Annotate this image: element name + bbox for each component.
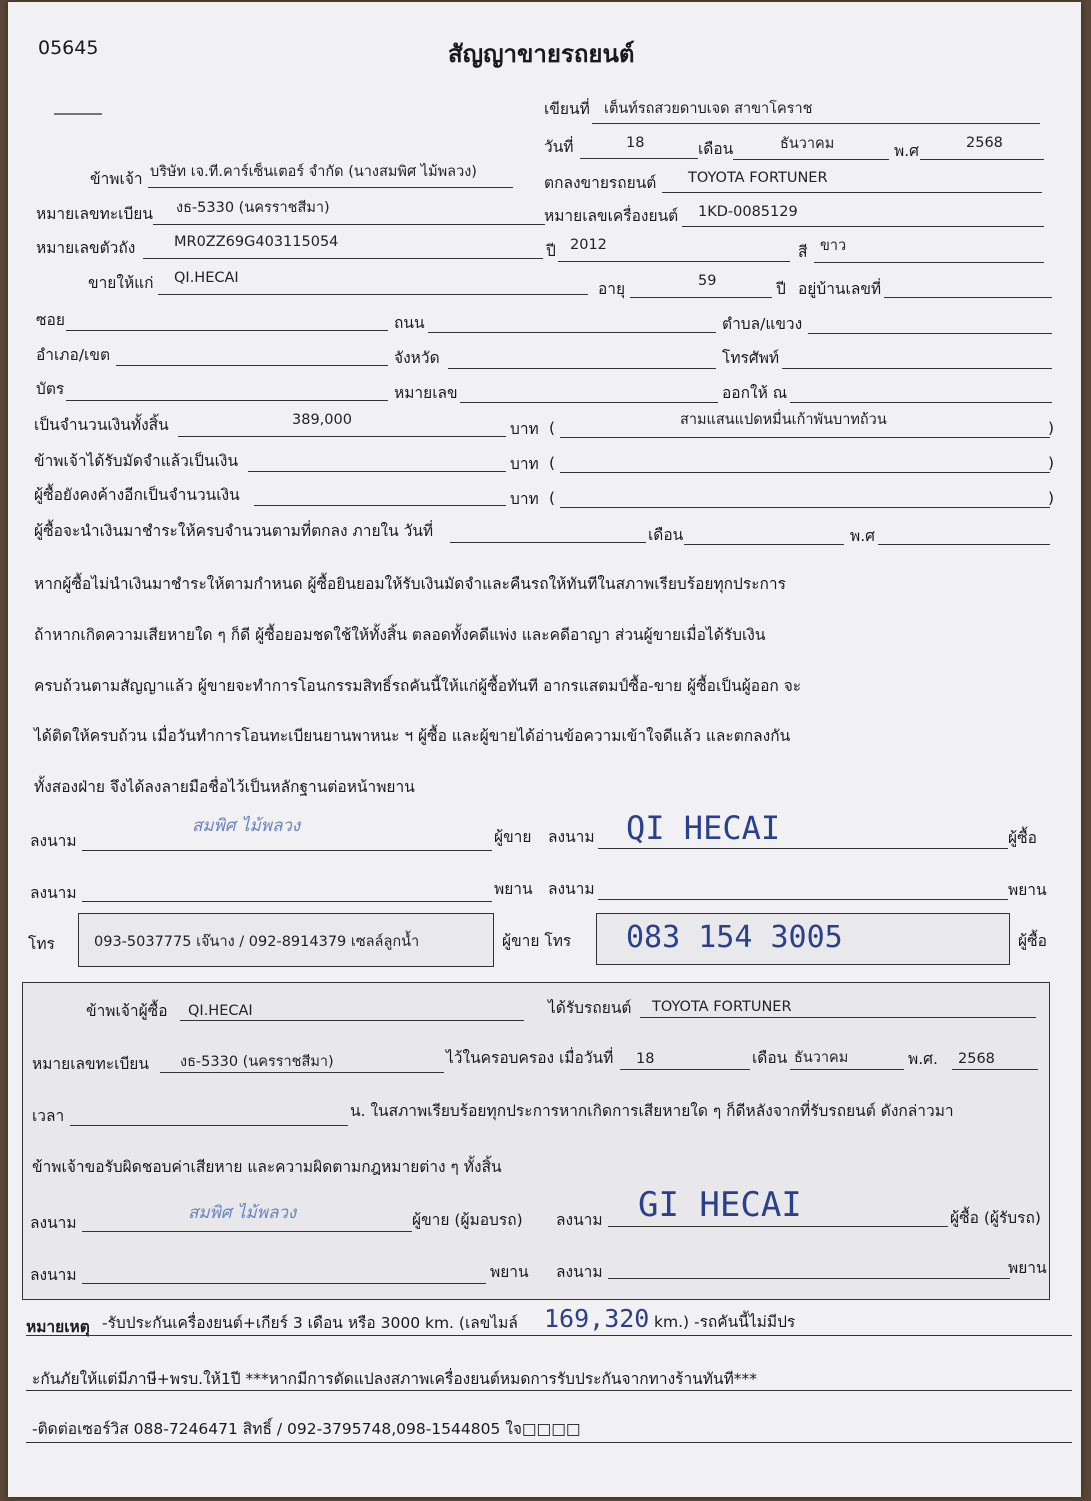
remaining-label: ผู้ซื้อยังคงค้างอีกเป็นจำนวนเงิน <box>34 486 240 504</box>
deposit-baht-label: บาท <box>510 455 539 473</box>
receipt-buyer-sign-label: ลงนาม <box>556 1211 603 1229</box>
month-label: เดือน <box>698 140 734 158</box>
car-year-value: 2012 <box>570 237 607 253</box>
witness-sign-label: ลงนาม <box>30 884 77 902</box>
seller-phones: 093-5037775 เจ๊นาง / 092-8914379 เซลล์ลูกน้ำ <box>94 934 420 950</box>
plate-label: หมายเลขทะเบียน <box>36 205 153 223</box>
buyer-role: ผู้ซื้อ <box>1008 829 1037 847</box>
witness-role: พยาน <box>1008 881 1047 899</box>
seller-role: ผู้ขาย <box>494 828 532 846</box>
plate-value: งธ-5330 (นครราชสีมา) <box>176 200 330 216</box>
date-year: 2568 <box>966 135 1003 151</box>
receipt-buyer-label: ข้าพเจ้าผู้ซื้อ <box>86 1002 168 1020</box>
receipt-month-label: เดือน <box>752 1049 788 1067</box>
due-label: ผู้ซื้อจะนำเงินมาชำระให้ครบจำนวนตามที่ตกลง ภายใน วันที่ <box>34 522 434 540</box>
engine-label: หมายเลขเครื่องยนต์ <box>544 207 679 225</box>
witness-role: พยาน <box>494 880 533 898</box>
receipt-buyer-role: ผู้ซื้อ (ผู้รับรถ) <box>950 1209 1041 1227</box>
seller-signature: สมพิศ ไม้พลวง <box>192 816 301 836</box>
receipt-plate-label: หมายเลขทะเบียน <box>32 1055 149 1073</box>
due-month-label: เดือน <box>648 526 684 544</box>
receipt-seller-signature: สมพิศ ไม้พลวง <box>188 1203 297 1223</box>
house-no-label: อยู่บ้านเลขที่ <box>798 280 882 298</box>
seller-sign-label: ลงนาม <box>30 832 77 850</box>
total-baht-label: บาท <box>510 420 539 438</box>
notes-line2: ะกันภัยให้แต่มีภาษี+พรบ.ให้1ปี ***หากมีการดัดแปลงสภาพเครื่องยนต์หมดการรับประกันจากทางร้านทันที*** <box>32 1370 758 1388</box>
received-car-label: ได้รับรถยนต์ <box>548 999 632 1017</box>
receipt-seller-sign-label: ลงนาม <box>30 1214 77 1232</box>
car-model: TOYOTA FORTUNER <box>688 170 828 186</box>
terms-line: ครบถ้วนตามสัญญาแล้ว ผู้ขายจะทำการโอนกรรมสิทธิ์รถคันนี้ให้แก่ผู้ซื้อทันที อากรแสตมป์ซื้อ-ขาย ผู้ซื้อเป็นผู้ออก จะ <box>34 677 802 695</box>
receipt-month: ธันวาคม <box>794 1050 849 1066</box>
receipt-seller-role: ผู้ขาย (ผู้มอบรถ) <box>412 1211 523 1229</box>
receipt-witness-role: พยาน <box>490 1263 529 1281</box>
notes-label: หมายเหตุ <box>26 1318 90 1336</box>
phone-row-label: โทร <box>28 935 55 953</box>
receipt-year: 2568 <box>958 1051 995 1067</box>
seller-name: บริษัท เจ.ที.คาร์เซ็นเตอร์ จำกัด (นางสมพิศ ไม้พลวง) <box>150 164 477 180</box>
receipt-section <box>22 982 1050 1300</box>
receipt-day: 18 <box>636 1051 655 1067</box>
date-day: 18 <box>626 135 645 151</box>
age-unit: ปี <box>776 280 786 298</box>
province-label: จังหวัด <box>394 349 440 367</box>
soi-label: ซอย <box>36 311 65 329</box>
contract-paper: 05645 สัญญาขายรถยนต์ เขียนที่ เต็นท์รถสวยดาบเจด สาขาโคราช วันที่ 18 เดือน ธันวาคม พ.ศ 2568 ข้าพเจ้า บริษัท เจ.ที.คาร์เซ็นเตอร์ จำกัด (นางสมพิศ ไม้พลวง) ตกลงขายรถยนต์ TOYOTA FORTUNER หมายเลขทะเบียน งธ-5330 (นครราชสีมา) หมายเลขเครื่องยนต์ 1KD-0085129 หมายเลขตัวถัง MR0ZZ69G403115054 ปี 2012 สี ขาว ขายให้แก่ QI.HECAI อายุ 59 ปี อยู่บ้านเลขที่ ซอย ถนน ตำบล/แขวง อำเภอ/เขต จังหวัด โทรศัพท์ บัตร หมายเลข ออกให้ ณ เป็นจำนวนเงินทั้งสิ้น 389,000 บาท ( สามแสนแปดหมื่นเก้าพันบาทถ้วน ) ข้าพเจ้าได้รับมัดจำแล้วเป็นเงิน บาท ( ) ผู้ซื้อยังคงค้างอีกเป็นจำนวนเงิน บาท ( ) ผู้ซื้อจะนำเงินมาชำระให้ครบจำนวนตามที่ตกลง ภายใน วันที่ เดือน พ.ศ หากผู้ซื้อไม่นำเงินมาชำระให้ตามกำหนด ผู้ซื้อยินยอมให้รับเงินมัดจำและคืนรถให้ทันทีในสภาพเรียบร้อยทุกประการ ถ้าหากเกิดความเสียหายใด ๆ ก็ดี ผู้ซื้อยอมชดใช้ให้ทั้งสิ้น ตลอดทั้งคดีแพ่ง และคดีอาญา ส่วนผู้ขายเมื่อได้รับเงิน ครบถ้วนตามสัญญาแล้ว ผู้ขายจะทำการโอนกรรมสิทธิ์รถคันนี้ให้แก่ผู้ซื้อทันที อากรแสตมป์ซื้อ-ขาย ผู้ซื้อเป็นผู้ออก จะ ได้ติดให้ครบถ้วน เมื่อวันทำการโอนทะเบียนยานพาหนะ ฯ ผู้ซื้อ และผู้ขายได้อ่านข้อความเข้าใจดีแล้ว และตกลงกัน ทั้งสองฝ่าย จึงได้ลงลายมือชื่อไว้เป็นหลักฐานต่อหน้าพยาน ลงนาม สมพิศ ไม้พลวง ผู้ขาย ลงนาม QI HECAI ผู้ซื้อ ลงนาม พยาน ลงนาม พยาน โทร 093-5037775 เจ๊นาง / 092-8914379 เซลล์ลูกน้ำ ผู้ขาย โทร 083 154 3005 ผู้ซื้อ ข้าพเจ้าผู้ซื้อ QI.HECAI ได้รับรถยนต์ TOYOTA FORTUNER หมายเลขทะเบียน งธ-5330 (นครราชสีมา) ไว้ในครอบครอง เมื่อวันที่ 18 เดือน ธันวาคม พ.ศ. 2568 เวลา น. ในสภาพเรียบร้อยทุกประการหากเกิดการเสียหายใด ๆ ก็ดีหลังจากที่รับรถยนต์ ดังกล่าวมา ข้าพเจ้าขอรับผิดชอบค่าเสียหาย และความผิดตามกฎหมายต่าง ๆ ทั้งสิ้น ลงนาม สมพิศ ไม้พลวง ผู้ขาย (ผู้มอบรถ) ลงนาม GI HECAI ผู้ซื้อ (ผู้รับรถ) ลงนาม พยาน ลงนาม พยาน หมายเหตุ -รับประกันเครื่องยนต์+เกียร์ 3 เดือน หรือ 3000 km. (เลขไมล์ 169,320 km.) -รถคันนี้ไม่มีปร ะกันภัยให้แต่มีภาษี+พรบ.ให้1ปี ***หากมีการดัดแปลงสภาพเครื่องยนต์หมดการรับประกันจากทางร้านทันที*** -ติดต่อเซอร์วิส 088-7246471 สิทธิ์ / 092-3795748,098-1544805 ใจ□□□□ <box>8 2 1081 1497</box>
notes-line3: -ติดต่อเซอร์วิส 088-7246471 สิทธิ์ / 092-3795748,098-1544805 ใจ□□□□ <box>32 1420 581 1438</box>
card-label: บัตร <box>36 380 65 398</box>
total-words: สามแสนแปดหมื่นเก้าพันบาทถ้วน <box>680 412 887 428</box>
document-number: 05645 <box>38 37 99 59</box>
notes-line1: -รับประกันเครื่องยนต์+เกียร์ 3 เดือน หรือ 3000 km. (เลขไมล์ <box>102 1314 518 1332</box>
date-label: วันที่ <box>544 138 574 156</box>
terms-line: ได้ติดให้ครบถ้วน เมื่อวันทำการโอนทะเบียนยานพาหนะ ฯ ผู้ซื้อ และผู้ขายได้อ่านข้อความเข้าใจดีแล้ว และตกลงกัน <box>34 727 791 745</box>
receipt-plate: งธ-5330 (นครราชสีมา) <box>180 1054 334 1070</box>
pen-mark <box>54 113 102 115</box>
color-label: สี <box>798 243 808 261</box>
receipt-witness-role: พยาน <box>1008 1259 1047 1277</box>
witness-sign-label: ลงนาม <box>548 880 595 898</box>
terms-line: ทั้งสองฝ่าย จึงได้ลงลายมือชื่อไว้เป็นหลักฐานต่อหน้าพยาน <box>34 778 415 796</box>
condition-text: น. ในสภาพเรียบร้อยทุกประการหากเกิดการเสียหายใด ๆ ก็ดีหลังจากที่รับรถยนต์ ดังกล่าวมา <box>350 1102 954 1120</box>
age-value: 59 <box>698 273 717 289</box>
buyer-signature: QI HECAI <box>626 809 781 847</box>
chassis-value: MR0ZZ69G403115054 <box>174 234 339 250</box>
terms-line: หากผู้ซื้อไม่นำเงินมาชำระให้ตามกำหนด ผู้ซื้อยินยอมให้รับเงินมัดจำและคืนรถให้ทันทีในสภาพเรียบร้อยทุกประการ <box>34 575 786 593</box>
liability-text: ข้าพเจ้าขอรับผิดชอบค่าเสียหาย และความผิดตามกฎหมายต่าง ๆ ทั้งสิ้น <box>32 1158 502 1176</box>
agree-sell-label: ตกลงขายรถยนต์ <box>544 174 657 192</box>
terms-line: ถ้าหากเกิดความเสียหายใด ๆ ก็ดี ผู้ซื้อยอมชดใช้ให้ทั้งสิ้น ตลอดทั้งคดีแพ่ง และคดีอาญา ส่วนผู้ขายเมื่อได้รับเงิน <box>34 626 766 644</box>
buyer-phone-label: ผู้ซื้อ <box>1018 932 1047 950</box>
road-label: ถนน <box>394 314 425 332</box>
mileage-value: 169,320 <box>544 1304 650 1333</box>
receipt-witness-sign-label: ลงนาม <box>30 1266 77 1284</box>
age-label: อายุ <box>598 280 626 298</box>
buyer-name: QI.HECAI <box>174 270 239 286</box>
seller-phone-label: ผู้ขาย โทร <box>502 932 572 950</box>
document-title: สัญญาขายรถยนต์ <box>448 40 635 68</box>
written-at-label: เขียนที่ <box>544 100 590 118</box>
color-value: ขาว <box>820 238 847 254</box>
date-month: ธันวาคม <box>780 136 835 152</box>
written-at-value: เต็นท์รถสวยดาบเจด สาขาโคราช <box>604 101 813 117</box>
time-label: เวลา <box>32 1107 65 1125</box>
receipt-witness-sign-label: ลงนาม <box>556 1263 603 1281</box>
sell-to-label: ขายให้แก่ <box>88 274 154 292</box>
deposit-label: ข้าพเจ้าได้รับมัดจำแล้วเป็นเงิน <box>34 452 239 470</box>
subdistrict-label: ตำบล/แขวง <box>722 315 803 333</box>
receipt-year-label: พ.ศ. <box>908 1050 938 1068</box>
issued-at-label: ออกให้ ณ <box>722 384 788 402</box>
total-label: เป็นจำนวนเงินทั้งสิ้น <box>34 416 169 434</box>
buyer-sign-label: ลงนาม <box>548 828 595 846</box>
receipt-buyer-signature: GI HECAI <box>638 1185 802 1225</box>
engine-value: 1KD-0085129 <box>698 204 798 220</box>
year-label: พ.ศ <box>894 142 919 160</box>
seller-i-label: ข้าพเจ้า <box>90 170 143 188</box>
total-amount: 389,000 <box>292 412 352 428</box>
chassis-label: หมายเลขตัวถัง <box>36 239 136 257</box>
notes-line1-end: km.) -รถคันนี้ไม่มีปร <box>654 1313 796 1331</box>
due-year-label: พ.ศ <box>850 527 875 545</box>
remaining-baht-label: บาท <box>510 490 539 508</box>
car-year-label: ปี <box>546 242 556 260</box>
buyer-phone: 083 154 3005 <box>626 920 843 955</box>
receipt-buyer-name: QI.HECAI <box>188 1003 253 1019</box>
card-number-label: หมายเลข <box>394 384 458 402</box>
received-car: TOYOTA FORTUNER <box>652 999 792 1015</box>
district-label: อำเภอ/เขต <box>36 346 111 364</box>
possession-label: ไว้ในครอบครอง เมื่อวันที่ <box>446 1049 614 1067</box>
phone-label: โทรศัพท์ <box>722 349 780 367</box>
